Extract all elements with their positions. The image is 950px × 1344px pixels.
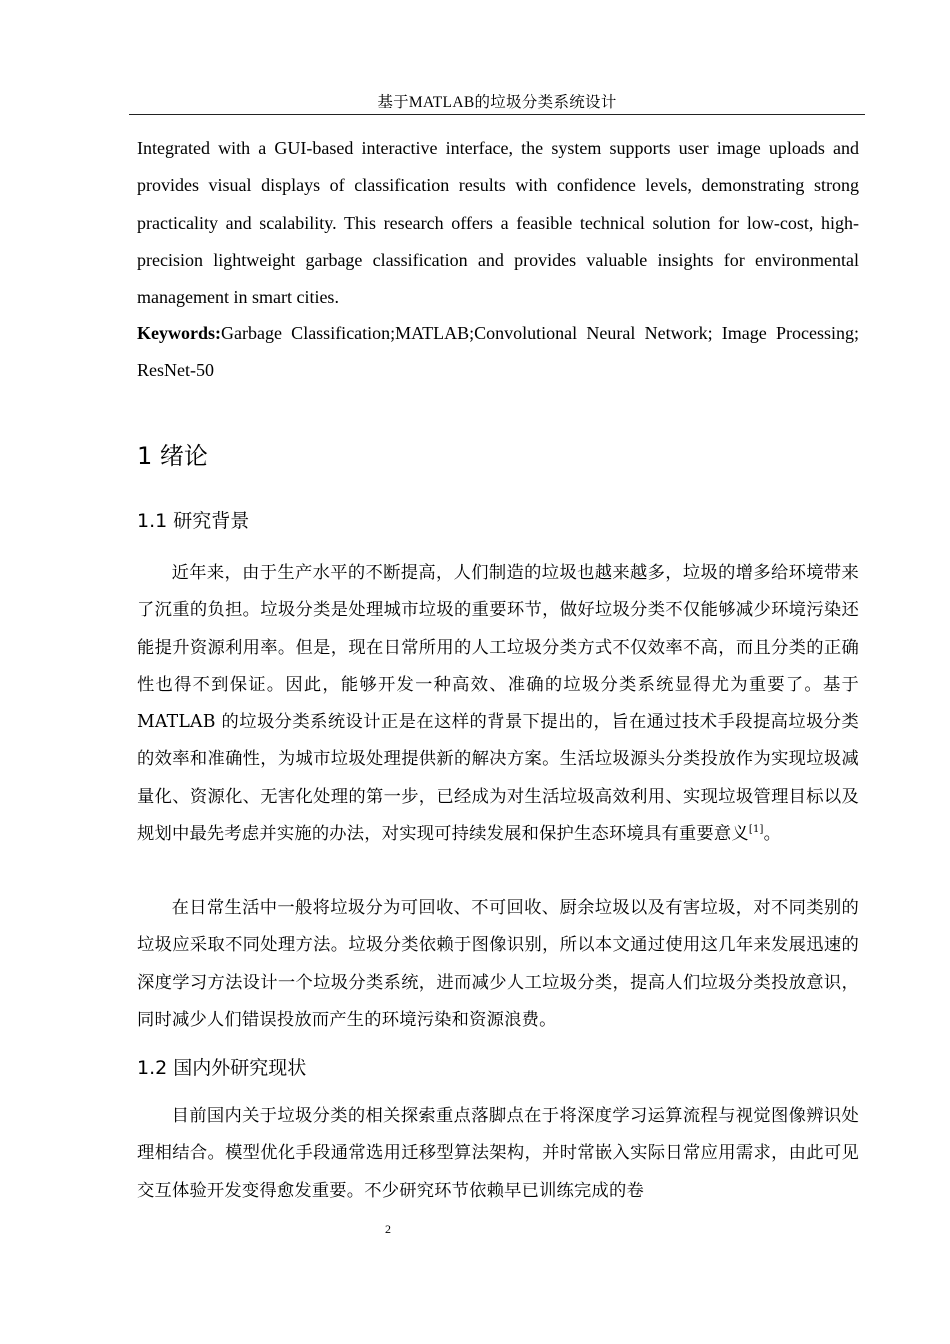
paragraph-tail: 。	[763, 824, 782, 845]
section-heading-research-status: 1.2 国内外研究现状	[137, 1057, 307, 1079]
keywords	[137, 315, 859, 390]
chapter-heading: 1 绪论	[137, 442, 208, 470]
running-header: 基于MATLAB的垃圾分类系统设计	[377, 94, 617, 111]
paragraph-status-1: 目前国内关于垃圾分类的相关探索重点落脚点在于将深度学习运算流程与视觉图像辨识处理相结合。模型优化手段通常选用迁移型算法架构，并时常嵌入实际日常应用需求，由此可见交互体验开发变得愈发重要。不少研究环节依赖早已训练完成的卷	[137, 1106, 859, 1201]
page-number: 2	[385, 1222, 391, 1236]
header-rule	[129, 114, 865, 115]
abstract-english-continuation: Integrated with a GUI-based interactive interface, the system supports user image uploads and provides visual displays of classification results with confidence levels, demonstrating strong practicality and scalability. This research offers a feasible technical solution for low-cost, high-precision lightweight garbage classification and provides valuable insights for environmental management in smart cities.	[137, 138, 859, 308]
paragraph-background-1	[137, 555, 859, 853]
paragraph-background-2: 在日常生活中一般将垃圾分为可回收、不可回收、厨余垃圾以及有害垃圾，对不同类别的垃圾应采取不同处理方法。垃圾分类依赖于图像识别，所以本文通过使用这几年来发展迅速的深度学习方法设计一个垃圾分类系统，进而减少人工垃圾分类，提高人们垃圾分类投放意识，同时减少人们错误投放而产生的环境污染和资源浪费。	[137, 898, 859, 1030]
section-heading-research-background: 1.1 研究背景	[137, 510, 250, 532]
keywords-text: Garbage Classification;MATLAB;Convolutional Neural Network; Image Processing; ResNet-50	[137, 323, 859, 381]
keywords-label: Keywords:	[137, 323, 221, 343]
citation-ref[interactable]: [1]	[748, 824, 764, 836]
paragraph-text: 近年来，由于生产水平的不断提高，人们制造的垃圾也越来越多，垃圾的增多给环境带来了沉重的负担。垃圾分类是处理城市垃圾的重要环节，做好垃圾分类不仅能够减少环境污染还能提升资源利用率。但是，现在日常所用的人工垃圾分类方式不仅效率不高，而且分类的正确性也得不到保证。因此，能够开发一种高效、准确的垃圾分类系统显得尤为重要了。基于 MATLAB 的垃圾分类系统设计正是在这样的背景下提出的，旨在通过技术手段提高垃圾分类的效率和准确性，为城市垃圾处理提供新的解决方案。生活垃圾源头分类投放作为实现垃圾减量化、资源化、无害化处理的第一步，已经成为对生活垃圾高效利用、实现垃圾管理目标以及规划中最先考虑并实施的办法，对实现可持续发展和保护生态环境具有重要意义	[137, 563, 859, 845]
